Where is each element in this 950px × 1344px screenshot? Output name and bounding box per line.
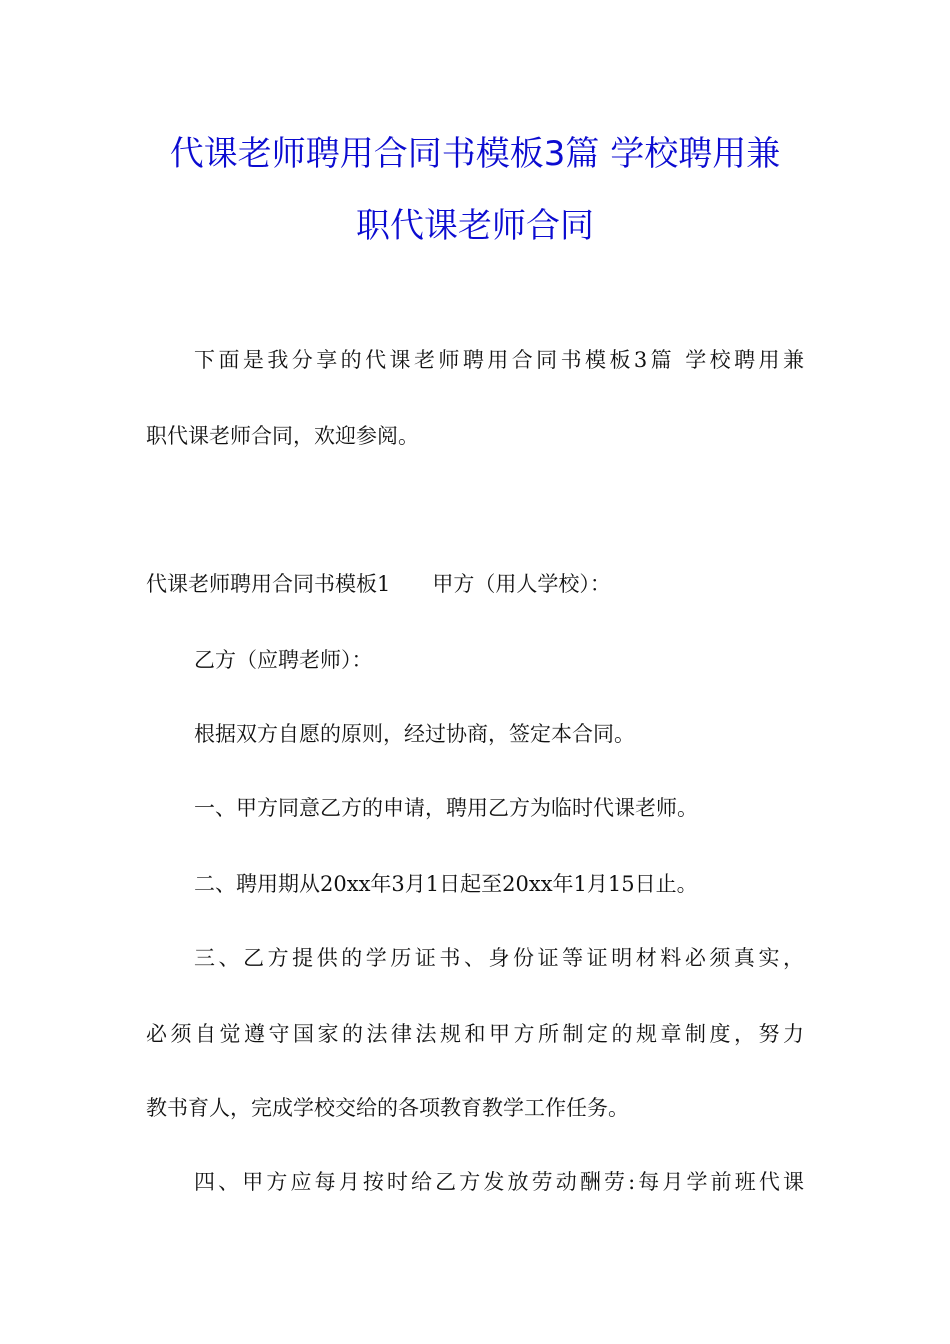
template-heading: 代课老师聘用合同书模板1 甲方（用人学校）： — [146, 572, 611, 596]
clause-3-line-1: 三、乙方提供的学历证书、身份证等证明材料必须真实， — [194, 946, 804, 970]
clause-3-line-2: 必须自觉遵守国家的法律法规和甲方所制定的规章制度，努力 — [146, 1022, 804, 1046]
clause-1: 一、甲方同意乙方的申请，聘用乙方为临时代课老师。 — [194, 796, 698, 820]
document-title-line-2: 职代课老师合同 — [356, 206, 594, 246]
party-b-line: 乙方（应聘老师）： — [194, 648, 373, 672]
clause-3-line-3: 教书育人，完成学校交给的各项教育教学工作任务。 — [146, 1096, 629, 1120]
document-title-line-1: 代课老师聘用合同书模板3篇 学校聘用兼 — [169, 134, 781, 174]
intro-paragraph-line-1: 下面是我分享的代课老师聘用合同书模板3篇 学校聘用兼 — [194, 348, 804, 372]
basis-paragraph: 根据双方自愿的原则，经过协商，签定本合同。 — [194, 722, 635, 746]
intro-paragraph-line-2: 职代课老师合同，欢迎参阅。 — [146, 424, 419, 448]
clause-2: 二、聘用期从20xx年3月1日起至20xx年1月15日止。 — [194, 872, 698, 896]
clause-4-line-1: 四、甲方应每月按时给乙方发放劳动酬劳:每月学前班代课 — [194, 1170, 804, 1194]
